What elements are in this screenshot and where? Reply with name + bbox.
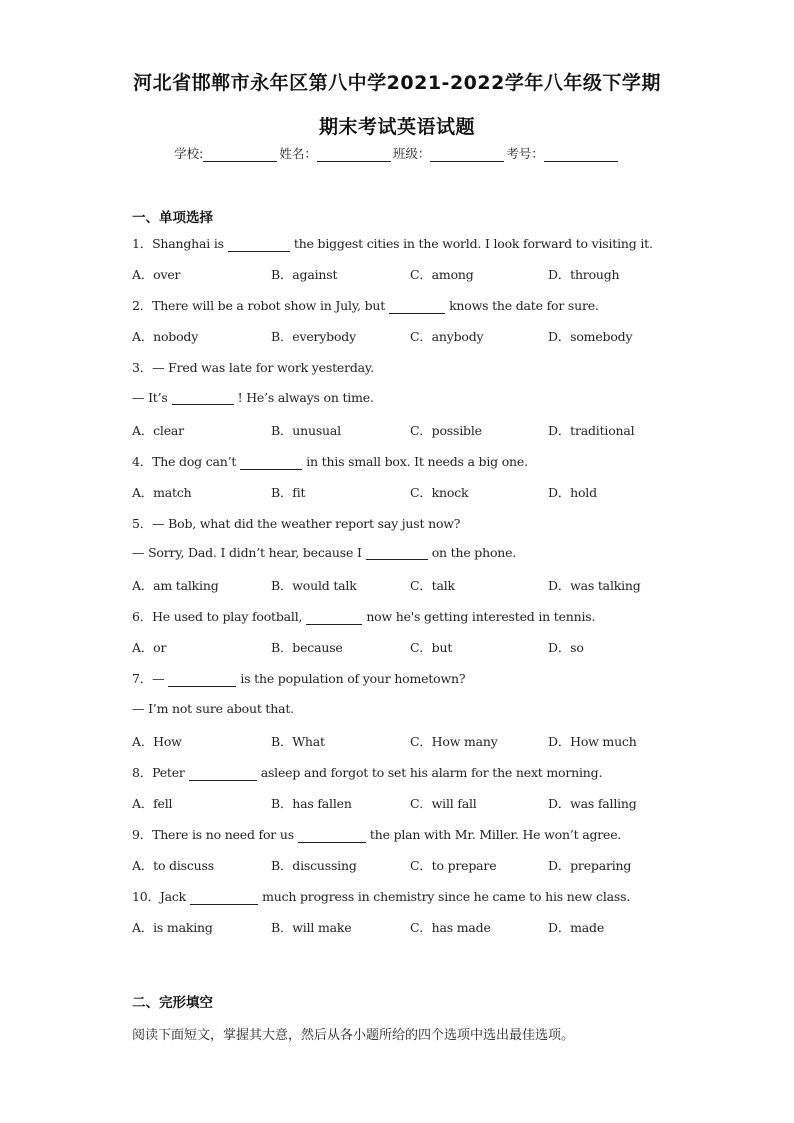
answer-option: A．fell (132, 795, 173, 811)
answer-option: C．will fall (410, 795, 477, 811)
question-stem (132, 358, 374, 376)
question-text: the biggest cities in the world. I look forward to visiting it. (293, 236, 653, 251)
question-number: 2． (132, 298, 153, 314)
question-number: 9． (132, 826, 153, 842)
answer-option: D．was talking (548, 578, 641, 594)
answer-blank (389, 301, 445, 314)
answer-option: A．match (132, 484, 192, 500)
school-blank (203, 149, 277, 162)
answer-option: D．preparing (548, 858, 632, 873)
question-text: — (152, 671, 165, 687)
answer-option: B．What (271, 733, 325, 749)
answer-option: C．How many (410, 733, 498, 749)
class-blank (430, 149, 504, 162)
answer-option: C．but (410, 640, 453, 656)
question-stem (132, 701, 294, 716)
question-text: — Bob, what did the weather report say just now? (152, 515, 461, 531)
question-text: the plan with Mr. Miller. He won’t agree. (369, 826, 622, 842)
answer-option: C．to prepare (410, 858, 497, 873)
question-text: The dog can’t (152, 453, 237, 469)
answer-option: D．so (548, 640, 584, 656)
question-stem (132, 234, 653, 252)
question-stem (132, 296, 599, 314)
question-number: 4． (132, 453, 153, 469)
answer-option: B．against (271, 267, 338, 283)
answer-option: C．has made (410, 920, 491, 936)
answer-option: B．because (271, 640, 343, 656)
cloze-instruction: 阅读下面短文，掌握其大意，然后从各小题所给的四个选项中选出最佳选项。 (132, 1028, 575, 1043)
question-stem (132, 669, 465, 687)
exam-title-line2: 期末考试英语试题 (318, 116, 475, 138)
question-stem (132, 452, 528, 470)
question-text: Shanghai is (152, 236, 224, 251)
answer-option: A．nobody (132, 329, 199, 345)
answer-option: D．How much (548, 733, 637, 749)
answer-blank (190, 892, 258, 905)
answer-option: B．discussing (271, 858, 357, 873)
question-text: is the population of your hometown? (240, 671, 466, 687)
answer-option: D．was falling (548, 795, 637, 811)
question-number: 7． (132, 671, 153, 687)
question-text: Jack (159, 889, 187, 905)
answer-option: B．unusual (271, 422, 341, 438)
question-text: — I’m not sure about that. (132, 700, 294, 716)
name-blank (317, 149, 391, 162)
question-text: in this small box. It needs a big one. (306, 453, 528, 469)
answer-blank (189, 768, 257, 781)
question-text: asleep and forgot to set his alarm for the next morning. (260, 764, 603, 780)
answer-option: B．will make (271, 920, 352, 936)
student-info-row (0, 144, 794, 162)
section-title-cloze: 二、完形填空 (132, 995, 213, 1011)
question-number: 10． (132, 889, 160, 905)
question-number: 1． (132, 236, 153, 251)
section-title-single-choice: 一、单项选择 (132, 210, 213, 226)
question-text: now he's getting interested in tennis. (366, 609, 596, 625)
question-text: — It’s (132, 389, 168, 405)
answer-option: A．or (132, 640, 167, 656)
question-stem (132, 763, 602, 781)
answer-option: A．to discuss (132, 858, 214, 873)
answer-option: D．traditional (548, 422, 635, 438)
question-text: on the phone. (431, 545, 517, 560)
answer-blank (228, 239, 290, 252)
answer-blank (298, 830, 366, 843)
answer-option: A．How (132, 733, 182, 749)
answer-option: B．fit (271, 484, 306, 500)
answer-blank (172, 392, 234, 405)
question-stem (132, 825, 621, 843)
answer-option: A．over (132, 267, 181, 283)
question-text: ! He’s always on time. (237, 389, 374, 405)
question-number: 3． (132, 360, 153, 376)
answer-option: C．possible (410, 422, 482, 438)
name-label: 姓名： (279, 146, 317, 161)
question-text: — Fred was late for work yesterday. (152, 360, 374, 376)
answer-option: A．is making (132, 920, 213, 936)
answer-option: B．would talk (271, 578, 357, 594)
question-text: He used to play football, (152, 609, 303, 625)
answer-option: D．made (548, 920, 605, 936)
answer-option: C．among (410, 267, 474, 283)
question-text: There is no need for us (152, 826, 294, 842)
answer-option: B．has fallen (271, 795, 352, 811)
answer-blank (366, 547, 428, 560)
answer-option: C．talk (410, 578, 455, 594)
number-label: 考号： (506, 146, 544, 161)
answer-option: A．am talking (132, 578, 219, 594)
question-stem (132, 607, 595, 625)
answer-option: C．knock (410, 484, 469, 500)
question-stem (132, 514, 460, 532)
answer-option: A．clear (132, 422, 184, 438)
answer-blank (168, 674, 236, 687)
question-number: 8． (132, 764, 153, 780)
question-number: 6． (132, 609, 153, 625)
question-number: 5． (132, 515, 153, 531)
question-stem (132, 887, 630, 905)
question-text: There will be a robot show in July, but (152, 298, 386, 314)
class-label: 班级： (392, 146, 431, 161)
question-text: much progress in chemistry since he came to his new class. (262, 889, 631, 905)
question-stem (132, 390, 374, 405)
question-text: Peter (152, 764, 185, 780)
answer-option: D．through (548, 267, 620, 283)
answer-option: D．somebody (548, 329, 633, 345)
question-stem (132, 545, 516, 560)
exam-title-line1: 河北省邯郸市永年区第八中学2021-2022学年八年级下学期 (133, 72, 661, 94)
answer-blank (240, 457, 302, 470)
school-label: 学校: (174, 146, 204, 161)
number-blank (544, 149, 618, 162)
answer-option: D．hold (548, 484, 597, 500)
question-text: knows the date for sure. (449, 298, 599, 314)
answer-option: C．anybody (410, 329, 484, 345)
question-text: — Sorry, Dad. I didn’t hear, because I (132, 545, 362, 560)
answer-option: B．everybody (271, 329, 356, 345)
answer-blank (306, 612, 362, 625)
